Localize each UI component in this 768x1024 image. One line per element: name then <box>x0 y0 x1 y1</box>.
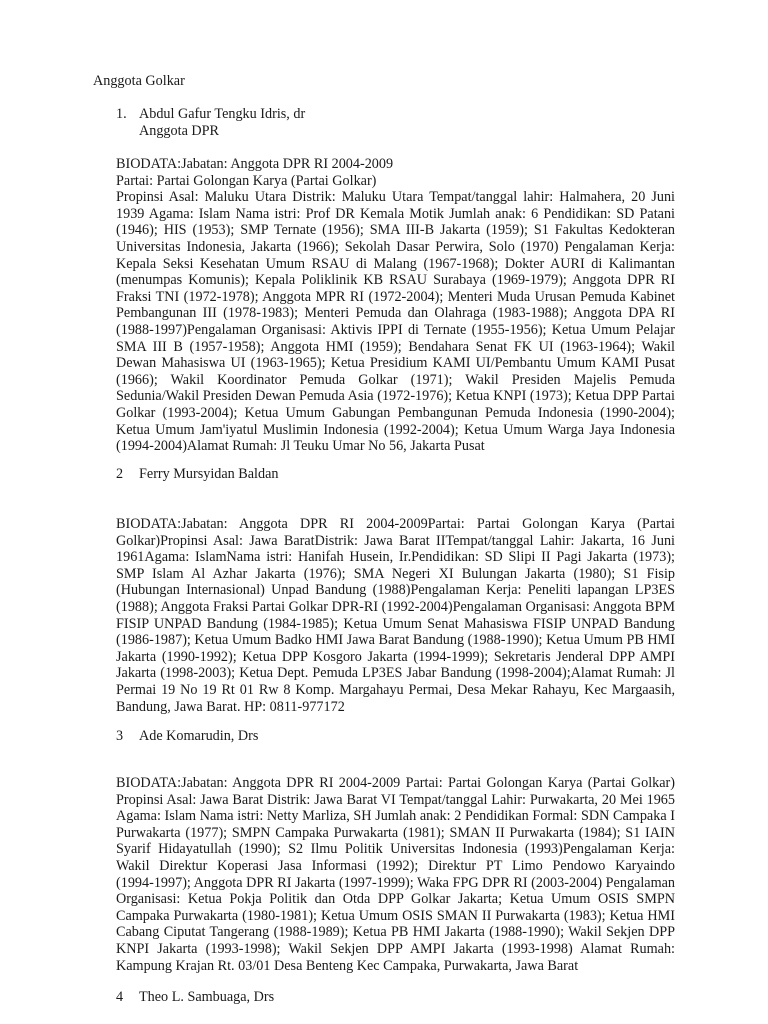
member-number: 3 <box>116 728 124 744</box>
biodata-line: FISIP UNPAD Bandung (1984-1985); Ketua Umum Senat Mahasiswa FISIP UNPAD Bandung <box>116 615 675 632</box>
biodata-line: (1946); HIS (1953); SMP Ternate (1956); SMA III-B Jakarta (1959); S1 Fakultas Kedokteran <box>116 222 675 239</box>
biodata-line: Universitas Indonesia, Jakarta (1966); Sekolah Dasar Perwira, Solo (1970) Pengalaman Kerja: <box>116 238 675 255</box>
biodata-line: (1988); Anggota Fraksi Partai Golkar DPR-RI (1992-2004)Pengalaman Organisasi: Anggota BPM <box>116 598 675 615</box>
biodata-line: Permai 19 No 19 Rt 01 Rw 8 Komp. Margahayu Permai, Desa Mekar Rahayu, Kec Margaasih, <box>116 681 675 698</box>
biodata-line: Organisasi: Ketua Pokja Politik dan Otda DPP Golkar Jakarta; Ketua Umum OSIS SMPN <box>116 891 675 908</box>
member-biodata <box>116 516 675 715</box>
member-biodata <box>116 775 675 974</box>
biodata-line: Campaka Purwakarta (1980-1981); Ketua Umum OSIS SMAN II Purwakarta (1983); Ketua HMI <box>116 907 675 924</box>
member-name: Abdul Gafur Tengku Idris, dr <box>139 106 306 122</box>
biodata-line: Dewan Mahasiswa UI (1963-1965); Ketua Presidium KAMI UI/Pembantu Umum KAMI Pusat <box>116 355 675 372</box>
biodata-line: Wakil Direktur Koperasi Jasa Informasi (1992); Direktur PT Limo Pendowo Karyaindo <box>116 857 675 874</box>
biodata-line: (1994-1997); Anggota DPR RI Jakarta (1997-1999); Waka FPG DPR RI (2003-2004) Pengalaman <box>116 874 675 891</box>
biodata-line: 1939 Agama: Islam Nama istri: Prof DR Kemala Motik Jumlah anak: 6 Pendidikan: SD Patani <box>116 205 675 222</box>
member-name: Ade Komarudin, Drs <box>139 728 259 744</box>
biodata-line: SMA III B (1957-1958); Anggota HMI (1959); Bendahara Senat FK UI (1963-1964); Wakil <box>116 338 675 355</box>
biodata-line: Propinsi Asal: Maluku Utara Distrik: Maluku Utara Tempat/tanggal lahir: Halmahera, 20 Juni <box>116 189 675 206</box>
biodata-line: (1966); Wakil Koordinator Pemuda Golkar (1971); Wakil Presiden Majelis Pemuda <box>116 371 675 388</box>
biodata-line: Purwakarta (1977); SMPN Campaka Purwakarta (1981); SMAN II Purwakarta (1984); S1 IAIN <box>116 824 675 841</box>
biodata-line: Kepala Seksi Kesehatan Umum RSAU di Malang (1967-1968); Dokter AURI di Kalimantan <box>116 255 675 272</box>
member-name: Theo L. Sambuaga, Drs <box>139 989 275 1005</box>
biodata-line: (menumpas Komunis); Kepala Poliklinik KB RSAU Surabaya (1969-1979); Anggota DPR RI <box>116 272 675 289</box>
biodata-line: Bandung, Jawa Barat. HP: 0811-977172 <box>116 698 345 715</box>
biodata-line: Cabang Ciputat Tangerang (1988-1989); Ketua PB HMI Jakarta (1988-1990); Wakil Sekjen DPP <box>116 924 675 941</box>
biodata-line: Ketua Umum Jam'iyatul Muslimin Indonesia (1992-2004); Ketua Umum Warga Jaya Indonesia <box>116 421 675 438</box>
biodata-line: (Hubungan Internasional) Unpad Bandung (1988)Pengalaman Kerja: Peneliti lapangan LP3ES <box>116 582 675 599</box>
member-biodata <box>116 156 675 455</box>
biodata-line: Golkar (1993-2004); Ketua Umum Gabungan Pembangunan Pemuda Indonesia (1990-2004); <box>116 404 675 421</box>
biodata-line: SMP Islam Al Azhar Jakarta (1976); SMA Negeri XI Bulungan Jakarta (1980); S1 Fisip <box>116 565 675 582</box>
biodata-line: BIODATA:Jabatan: Anggota DPR RI 2004-2009 Partai: Partai Golongan Karya (Partai Golkar) <box>116 775 675 791</box>
biodata-line: Pembangunan III (1978-1983); Menteri Pemuda dan Olahraga (1983-1988); Anggota DPA RI <box>116 305 675 322</box>
biodata-line: Propinsi Asal: Jawa Barat Distrik: Jawa Barat VI Tempat/tanggal Lahir: Purwakarta, 20 Mei 1965 <box>116 791 675 808</box>
biodata-line: Kampung Krajan Rt. 03/01 Desa Benteng Kec Campaka, Purwakarta, Jawa Barat <box>116 957 579 974</box>
biodata-line: Syarif Hidayatullah (1990); S2 Ilmu Politik Universitas Indonesia (1993)Pengalaman Kerja: <box>116 841 675 858</box>
member-number: 4 <box>116 989 124 1005</box>
biodata-line: Jakarta (1998-2003); Ketua Dept. Pemuda LP3ES Jabar Bandung (1998-2004);Alamat Rumah: Jl <box>116 665 675 682</box>
biodata-line: Sedunia/Wakil Presiden Dewan Pemuda Asia (1972-1976); Ketua KNPI (1973); Ketua DPP Partai <box>116 388 675 405</box>
biodata-line: Fraksi TNI (1972-1978); Anggota MPR RI (1972-2004); Menteri Muda Urusan Pemuda Kabinet <box>116 288 675 305</box>
member-number: 2 <box>116 466 124 482</box>
biodata-line: KNPI Jakarta (1993-1998); Wakil Sekjen DPP AMPI Jakarta (1993-1998) Alamat Rumah: <box>116 940 675 957</box>
member-name: Ferry Mursyidan Baldan <box>139 466 279 482</box>
biodata-line: Agama: Islam Nama istri: Netty Marliza, SH Jumlah anak: 2 Pendidikan Formal: SDN Campaka I <box>116 808 675 825</box>
document-heading: Anggota Golkar <box>93 73 185 89</box>
member-number: 1. <box>116 106 127 122</box>
biodata-line: 1961Agama: IslamNama istri: Hanifah Husein, Ir.Pendidikan: SD Slipi II Pagi Jakarta (1973); <box>116 549 675 566</box>
biodata-line: Jakarta (1990-1992); Ketua DPP Kosgoro Jakarta (1994-1999); Sekretaris Jenderal DPP AMPI <box>116 648 675 665</box>
biodata-line: BIODATA:Jabatan: Anggota DPR RI 2004-2009 <box>116 156 394 172</box>
biodata-line: Golkar)Propinsi Asal: Jawa BaratDistrik: Jawa Barat IITempat/tanggal Lahir: Jakarta, 16 Juni <box>116 532 675 549</box>
biodata-line: Partai: Partai Golongan Karya (Partai Golkar) <box>116 172 377 189</box>
biodata-line: BIODATA:Jabatan: Anggota DPR RI 2004-2009Partai: Partai Golongan Karya (Partai <box>116 516 675 532</box>
biodata-line: (1994-2004)Alamat Rumah: Jl Teuku Umar No 56, Jakarta Pusat <box>116 438 485 455</box>
member-role: Anggota DPR <box>139 123 220 139</box>
biodata-line: (1988-1997)Pengalaman Organisasi: Aktivis IPPI di Ternate (1955-1956); Ketua Umum Pelajar <box>116 321 675 338</box>
biodata-line: (1986-1987); Ketua Umum Badko HMI Jawa Barat Bandung (1988-1990); Ketua Umum PB HMI <box>116 632 675 649</box>
